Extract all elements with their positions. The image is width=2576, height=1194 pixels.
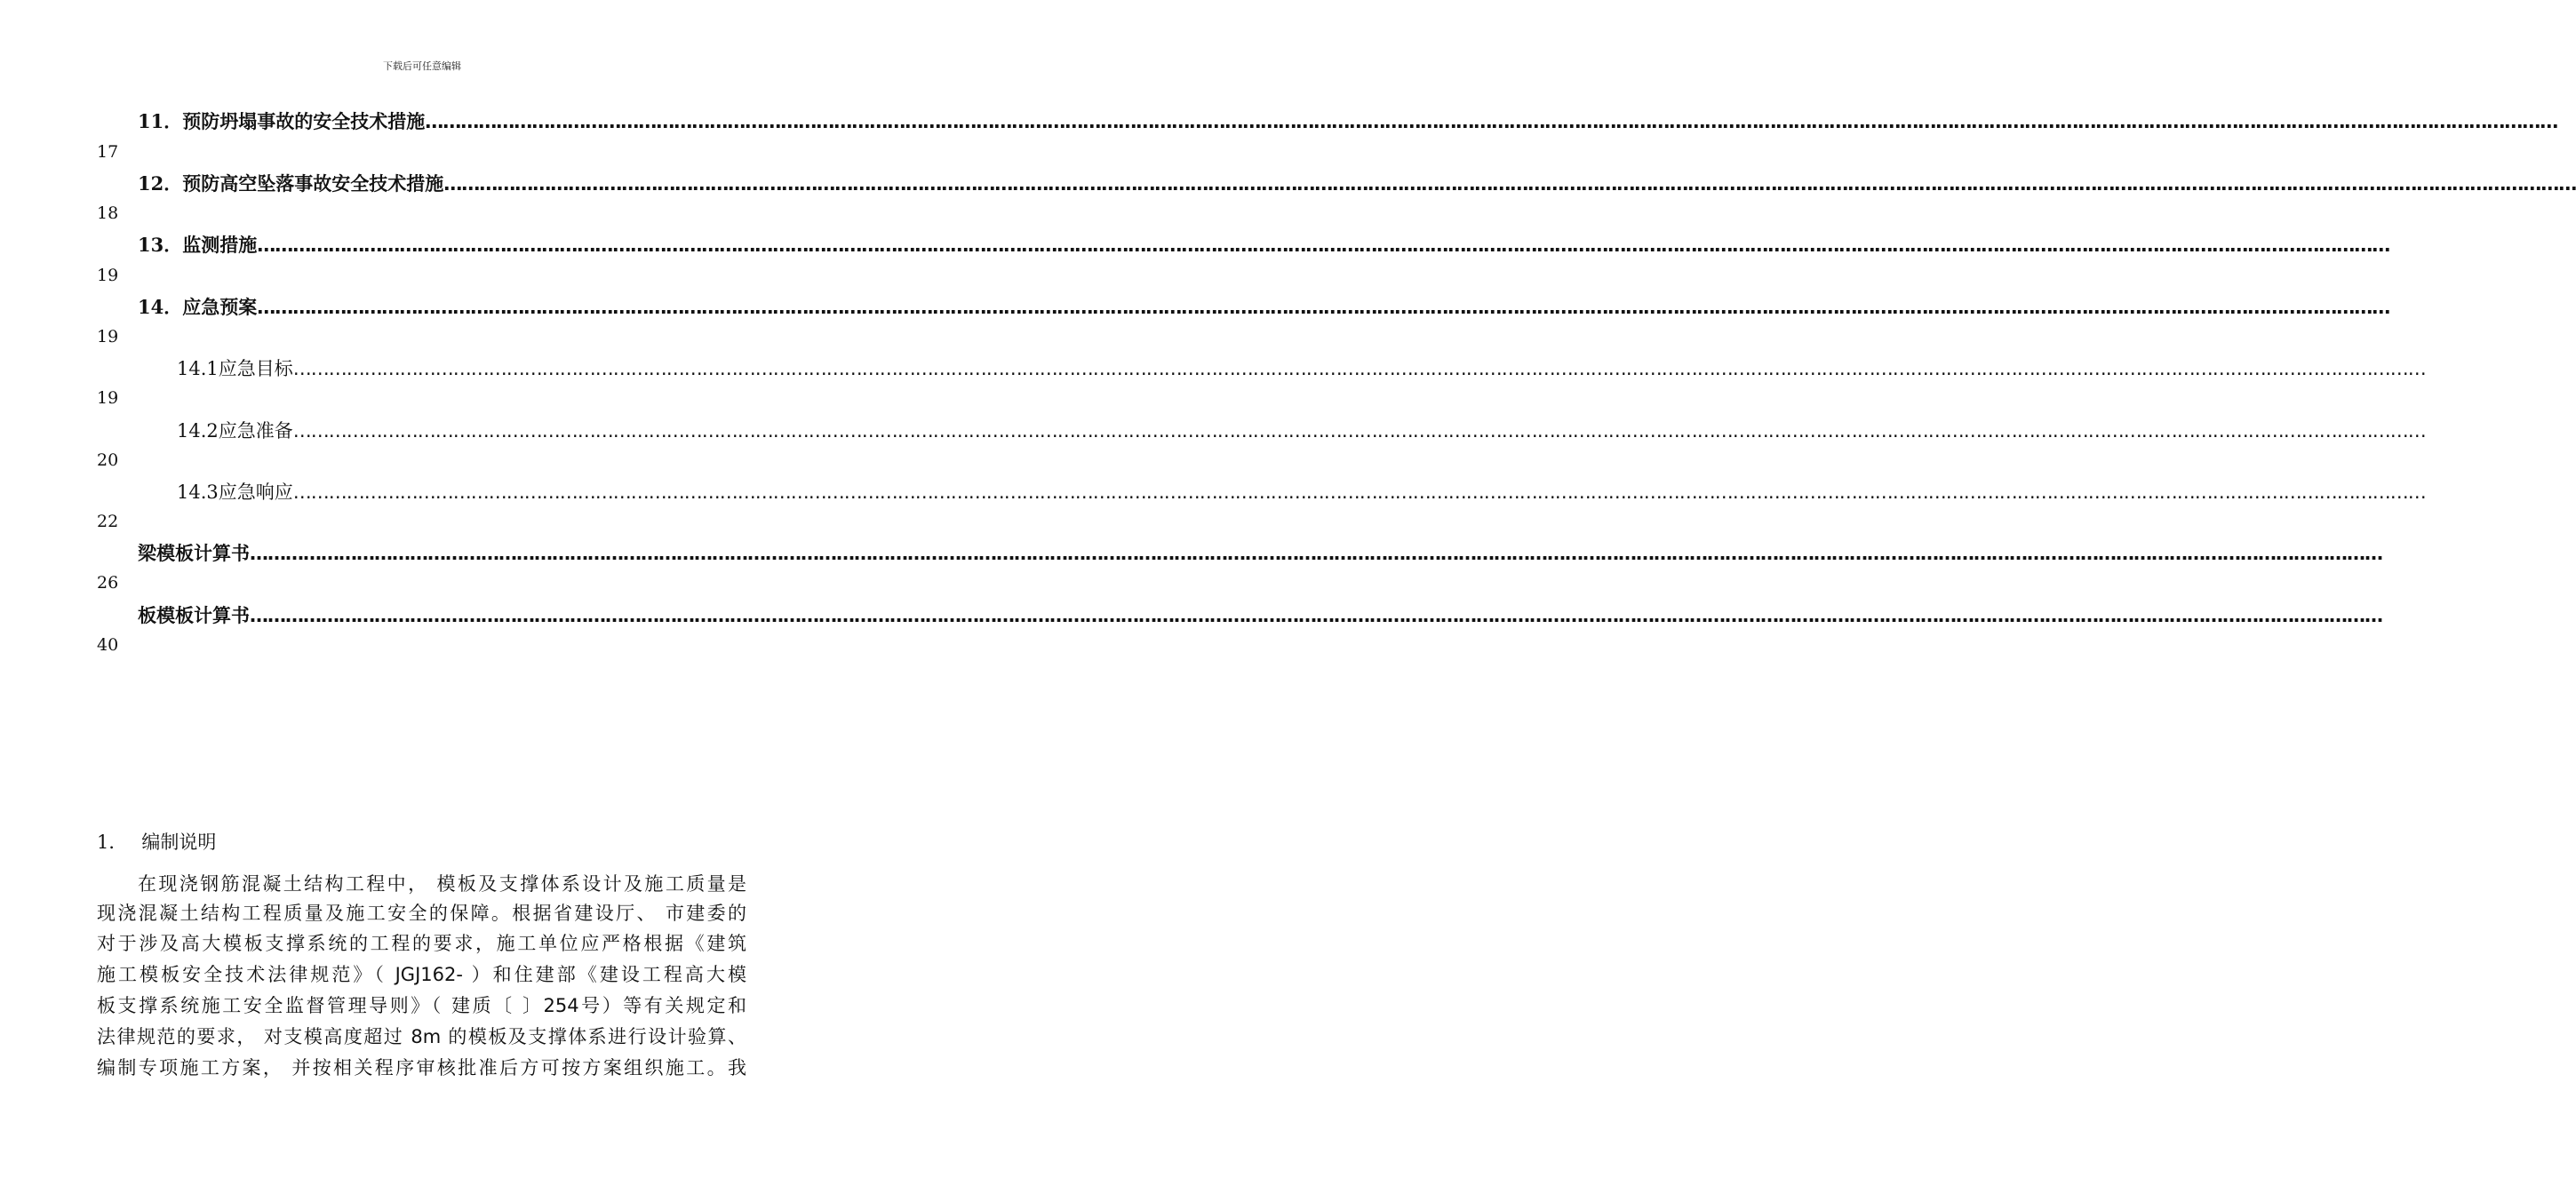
toc-entry-number: 14.1	[177, 358, 219, 379]
toc-entry-12[interactable]	[138, 172, 2576, 197]
toc-entry-title: 预防坍塌事故的安全技术措施	[182, 111, 426, 132]
toc-entry-title: 应急预案	[182, 297, 258, 318]
page-header: 下载后可任意编辑	[383, 60, 461, 72]
toc-entry-number: 13．	[138, 234, 183, 256]
toc-entry-14-1[interactable]	[177, 357, 2426, 382]
toc-entry-number: 12．	[138, 172, 183, 195]
body-text-line: 法律规范的要求， 对支模高度超过 8m 的模板及支撑体系进行设计验算、	[97, 1026, 746, 1047]
toc-page-number: 19	[97, 266, 119, 285]
toc-page-number: 19	[97, 388, 119, 408]
body-text-line: 板支撑系统施工安全监督管理导则》（ 建质〔 〕254号）等有关规定和	[97, 995, 746, 1016]
section-number: 1．	[97, 832, 128, 853]
toc-page-number: 17	[97, 142, 119, 162]
toc-leader-dots: ………………………………………………………………………………………………………………………………………………………………………………………………………………………………………………………………………………………………………………………………	[425, 111, 2558, 132]
toc-entry-title: 梁模板计算书	[138, 543, 250, 564]
toc-entry-title: 监测措施	[182, 235, 258, 256]
toc-entry-13[interactable]	[138, 234, 2390, 259]
toc-leader-dots: ………………………………………………………………………………………………………………………………………………………………………………………………………………………………………………………………………………………………………………………………	[250, 543, 2382, 564]
toc-leader-dots: ………………………………………………………………………………………………………………………………………………………………………………………………………………………………………………………………………………………………………………………………	[257, 235, 2390, 256]
toc-page-number: 18	[97, 203, 119, 223]
toc-entry-slab-formwork[interactable]	[138, 604, 2382, 629]
body-text-line: 现浇混凝土结构工程质量及施工安全的保障。根据省建设厅、 市建委的	[97, 903, 746, 924]
toc-entry-number: 14.3	[177, 482, 219, 503]
toc-entry-title: 板模板计算书	[138, 605, 250, 626]
toc-leader-dots: ………………………………………………………………………………………………………………………………………………………………………………………………………………………………………………………………………………………………………………………………	[292, 420, 2426, 442]
section-heading	[97, 828, 216, 855]
toc-entry-number: 14.2	[177, 420, 219, 442]
section-title: 编制说明	[141, 832, 217, 853]
toc-entry-14-3[interactable]	[177, 481, 2426, 505]
toc-entry-title: 应急准备	[218, 420, 293, 442]
toc-leader-dots: ………………………………………………………………………………………………………………………………………………………………………………………………………………………………………………………………………………………………………………………………	[257, 297, 2390, 318]
toc-leader-dots: ………………………………………………………………………………………………………………………………………………………………………………………………………………………………………………………………………………………………………………………………	[292, 358, 2426, 379]
toc-page-number: 19	[97, 327, 119, 346]
toc-page-number: 20	[97, 450, 119, 470]
toc-entry-14[interactable]	[138, 296, 2390, 321]
toc-entry-beam-formwork[interactable]	[138, 542, 2382, 567]
toc-page-number: 26	[97, 573, 119, 593]
toc-entry-number: 14．	[138, 296, 183, 318]
toc-entry-title: 预防高空坠落事故安全技术措施	[182, 173, 444, 195]
toc-entry-14-2[interactable]	[177, 419, 2426, 444]
toc-entry-title: 应急目标	[218, 358, 293, 379]
toc-entry-title: 应急响应	[218, 482, 293, 503]
toc-leader-dots: ………………………………………………………………………………………………………………………………………………………………………………………………………………………………………………………………………………………………………………………………	[443, 173, 2576, 195]
toc-page-number: 22	[97, 512, 119, 531]
body-text-line: 对于涉及高大模板支撑系统的工程的要求，施工单位应严格根据《建筑	[97, 933, 746, 954]
toc-page-number: 40	[97, 635, 119, 655]
toc-entry-11[interactable]	[138, 110, 2558, 135]
body-text-line: 编制专项施工方案， 并按相关程序审核批准后方可按方案组织施工。我	[97, 1057, 746, 1079]
toc-leader-dots: ………………………………………………………………………………………………………………………………………………………………………………………………………………………………………………………………………………………………………………………………	[292, 482, 2426, 503]
toc-entry-number: 11．	[138, 110, 183, 132]
body-text-line: 在现浇钢筋混凝土结构工程中， 模板及支撑体系设计及施工质量是	[138, 873, 746, 895]
toc-leader-dots: ………………………………………………………………………………………………………………………………………………………………………………………………………………………………………………………………………………………………………………………………	[250, 605, 2382, 626]
body-text-line: 施工模板安全技术法律规范》（ JGJ162- ）和住建部《建设工程高大模	[97, 964, 746, 985]
